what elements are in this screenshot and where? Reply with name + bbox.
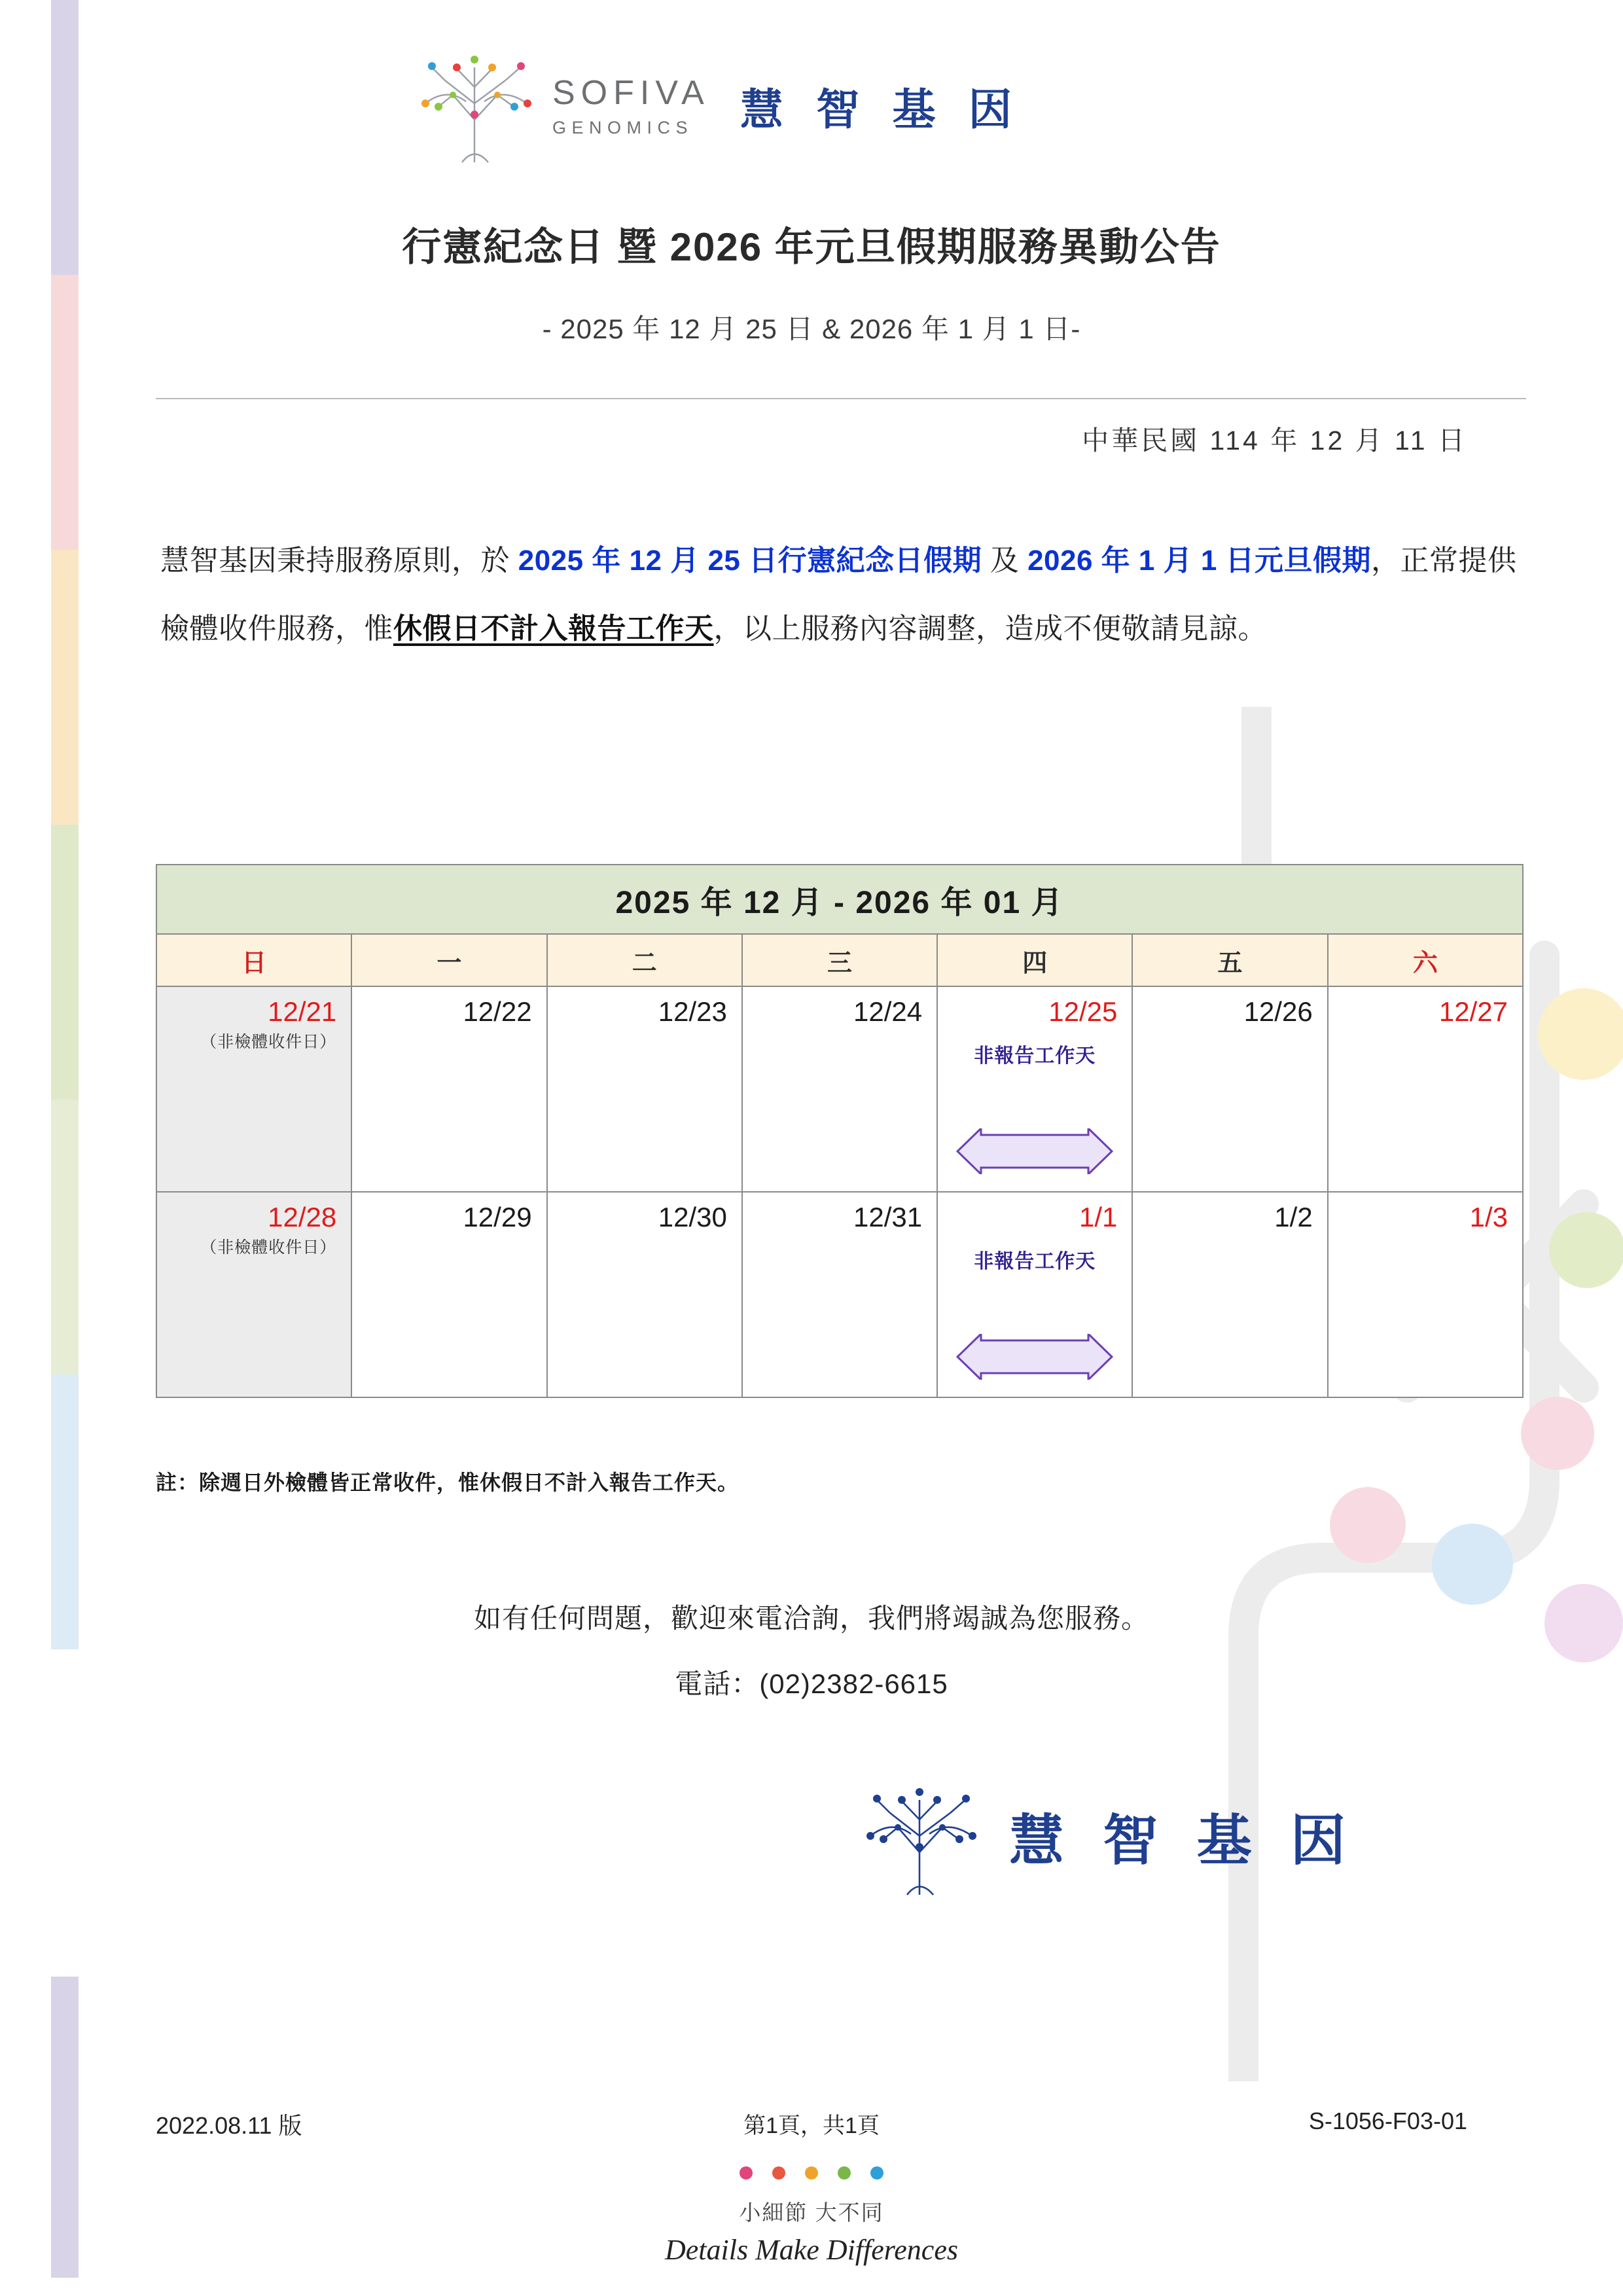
issue-date: 中華民國 114 年 12 月 11 日 xyxy=(1082,425,1467,456)
body-highlight-3: 休假日不計入報告工作天 xyxy=(393,613,714,645)
calendar-arrow-marker xyxy=(938,1334,1132,1380)
calendar-day-number: 12/30 xyxy=(658,1202,727,1232)
calendar-day-note-non-report: 非報告工作天 xyxy=(974,1045,1096,1067)
calendar-day-number: 12/29 xyxy=(463,1202,532,1232)
footer-pagination: 第1頁，共1頁 xyxy=(743,2113,880,2138)
calendar-day-cell xyxy=(351,1192,546,1397)
calendar-day-cell xyxy=(547,986,742,1192)
calendar-day-note-no-collection: （非檢體收件日） xyxy=(200,1033,337,1051)
sofiva-tree-icon xyxy=(406,41,543,166)
sofiva-tree-icon-footer xyxy=(851,1770,988,1901)
calendar-day-number: 1/2 xyxy=(1274,1202,1313,1232)
calendar-day-cell xyxy=(547,1192,742,1397)
calendar-day-cell xyxy=(156,1192,351,1397)
footer-dot-0 xyxy=(740,2166,753,2179)
calendar-arrow-marker xyxy=(938,1128,1132,1174)
double-arrow-icon xyxy=(956,1334,1113,1380)
divider xyxy=(156,398,1526,399)
announcement-body xyxy=(160,527,1528,663)
calendar-weekday-1: 一 xyxy=(351,934,546,986)
calendar-body xyxy=(156,986,1523,1397)
calendar-weekday-6: 六 xyxy=(1328,934,1523,986)
footer-logo-text: 慧 智 基 因 xyxy=(1009,1809,1358,1871)
strip-segment-2 xyxy=(51,550,79,825)
calendar-weekday-2: 二 xyxy=(547,934,742,986)
calendar-day-cell xyxy=(937,1192,1132,1397)
calendar-week-row xyxy=(156,1192,1523,1397)
double-arrow-icon xyxy=(956,1128,1113,1174)
calendar-day-number: 12/25 xyxy=(1048,996,1118,1027)
calendar-footnote: 註：除週日外檢體皆正常收件，惟休假日不計入報告工作天。 xyxy=(156,1471,740,1494)
footer-dot-decoration xyxy=(0,2166,1623,2179)
body-text-4: ，以上服務內容調整，造成不便敬請見諒。 xyxy=(713,613,1267,645)
calendar-day-cell xyxy=(1132,986,1327,1192)
calendar-day-number: 12/23 xyxy=(658,996,727,1027)
calendar-day-number: 12/22 xyxy=(463,996,532,1027)
calendar-day-note-non-report: 非報告工作天 xyxy=(974,1251,1096,1272)
calendar-day-cell xyxy=(742,986,937,1192)
calendar-day-cell xyxy=(1132,1192,1327,1397)
body-highlight-1: 2025 年 12 月 25 日行憲紀念日假期 xyxy=(518,545,982,577)
logo-text-sofiva: SOFIVA xyxy=(552,73,710,112)
footer-dot-2 xyxy=(805,2166,818,2179)
footer-dot-3 xyxy=(838,2166,851,2179)
calendar-weekday-4: 四 xyxy=(937,934,1132,986)
logo-text-chinese: 慧 智 基 因 xyxy=(740,84,1022,134)
calendar-day-cell xyxy=(351,986,546,1192)
body-highlight-2: 2026 年 1 月 1 日元旦假期 xyxy=(1027,545,1372,577)
footer-version: 2022.08.11 版 xyxy=(156,2112,302,2139)
body-text-2: 及 xyxy=(982,545,1028,577)
calendar-day-cell xyxy=(1328,986,1523,1192)
calendar-day-cell xyxy=(937,986,1132,1192)
calendar-day-number: 12/31 xyxy=(853,1202,923,1232)
footer-tagline-english: Details Make Differences xyxy=(665,2234,958,2266)
calendar-day-note-no-collection: （非檢體收件日） xyxy=(200,1238,337,1257)
footer-dot-4 xyxy=(870,2166,883,2179)
contact-phone: 電話：(02)2382-6615 xyxy=(675,1668,948,1699)
calendar-title: 2025 年 12 月 - 2026 年 01 月 xyxy=(156,865,1523,934)
header-logo xyxy=(406,38,1257,169)
strip-segment-4 xyxy=(51,1100,79,1374)
strip-segment-3 xyxy=(51,825,79,1100)
page-subtitle: - 2025 年 12 月 25 日 & 2026 年 1 月 1 日- xyxy=(542,314,1081,344)
footer-tagline-chinese: 小細節 大不同 xyxy=(739,2200,884,2225)
footer-doc-code: S-1056-F03-01 xyxy=(1308,2108,1467,2134)
calendar-day-number: 12/26 xyxy=(1243,996,1313,1027)
body-text-1: 慧智基因秉持服務原則，於 xyxy=(160,545,518,577)
calendar-weekday-header xyxy=(156,934,1523,986)
calendar-day-cell xyxy=(1328,1192,1523,1397)
calendar-day-number: 1/1 xyxy=(1079,1202,1118,1232)
calendar-day-number: 12/21 xyxy=(268,996,337,1027)
calendar-weekday-5: 五 xyxy=(1132,934,1327,986)
calendar-day-cell xyxy=(156,986,351,1192)
footer-logo xyxy=(851,1761,1374,1911)
calendar-day-number: 1/3 xyxy=(1469,1202,1508,1232)
calendar-weekday-3: 三 xyxy=(742,934,937,986)
calendar-day-number: 12/28 xyxy=(268,1202,337,1232)
page-title: 行憲紀念日 暨 2026 年元旦假期服務異動公告 xyxy=(402,225,1221,269)
calendar-day-cell xyxy=(742,1192,937,1397)
holiday-calendar xyxy=(156,864,1524,1398)
calendar-day-number: 12/27 xyxy=(1438,996,1508,1027)
contact-message: 如有任何問題，歡迎來電洽詢，我們將竭誠為您服務。 xyxy=(473,1603,1149,1634)
calendar-week-row xyxy=(156,986,1523,1192)
logo-text-genomics: GENOMICS xyxy=(552,117,694,137)
calendar-day-number: 12/24 xyxy=(853,996,923,1027)
calendar-weekday-0: 日 xyxy=(156,934,351,986)
body-text-3: ，正常提供檢體收件服務，惟 xyxy=(160,545,1517,645)
footer-dot-1 xyxy=(772,2166,785,2179)
